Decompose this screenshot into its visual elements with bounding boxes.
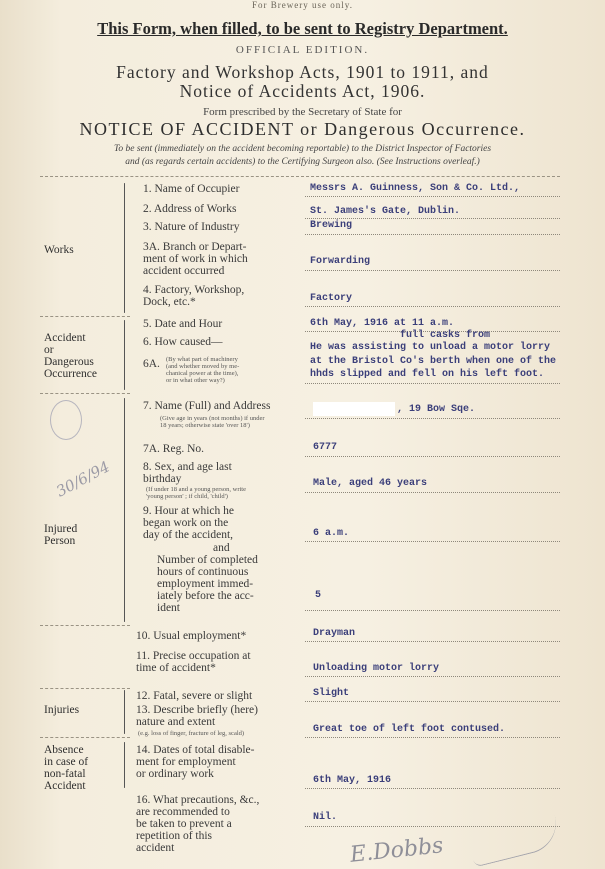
field-6-label: 6. How caused— bbox=[143, 336, 223, 348]
field-8-label: 8. Sex, and age last birthday bbox=[143, 461, 232, 485]
redacted-name bbox=[313, 402, 395, 416]
divider-injuries bbox=[40, 737, 130, 738]
field-6-value-line2: He was assisting to unload a motor lorry bbox=[310, 342, 551, 353]
field-10-line bbox=[305, 641, 560, 642]
field-14-line bbox=[305, 788, 560, 789]
section-injuries: Injuries bbox=[44, 704, 80, 716]
divider-injured bbox=[40, 625, 130, 626]
pencil-date: 30/6/94 bbox=[53, 457, 113, 501]
field-7a-value: 6777 bbox=[313, 442, 338, 453]
field-6-line bbox=[305, 383, 560, 384]
field-2-label: 2. Address of Works bbox=[143, 203, 237, 215]
field-9-and: and bbox=[213, 542, 230, 554]
field-3-line bbox=[305, 234, 560, 235]
field-16-value: Nil. bbox=[313, 812, 338, 823]
field-7a-line bbox=[305, 456, 560, 457]
field-6-value-line1: full casks from bbox=[400, 330, 491, 341]
field-10-label: 10. Usual employment* bbox=[136, 630, 247, 642]
send-instruction-line1: To be sent (immediately on the accident becoming reportable) to the District Inspector of Factories bbox=[113, 144, 492, 154]
notice-title: NOTICE OF ACCIDENT or Dangerous Occurrence. bbox=[79, 119, 526, 139]
field-1-value: Messrs A. Guinness, Son & Co. Ltd., bbox=[310, 183, 521, 194]
field-12-value: Slight bbox=[313, 688, 350, 699]
field-6a-label: 6A. bbox=[143, 358, 160, 370]
field-13-sublabel: (e.g. loss of finger, fracture of leg, scald) bbox=[138, 730, 245, 737]
ink-stamp bbox=[50, 400, 82, 440]
field-9-hours-line bbox=[305, 610, 560, 611]
field-7-line bbox=[305, 418, 560, 419]
brace-injured bbox=[124, 398, 125, 622]
field-11-label: 11. Precise occupation at time of accident* bbox=[136, 650, 251, 674]
field-10-value: Drayman bbox=[313, 628, 356, 639]
signature-flourish bbox=[468, 816, 563, 868]
field-7-label: 7. Name (Full) and Address bbox=[143, 400, 271, 412]
acts-title-line1: Factory and Workshop Acts, 1901 to 1911, and bbox=[116, 62, 489, 82]
field-3-label: 3. Nature of Industry bbox=[143, 221, 240, 233]
field-3a-label: 3A. Branch or Depart- ment of work in which accident occurred bbox=[143, 241, 248, 277]
field-11-line bbox=[305, 676, 560, 677]
field-8-sublabel: (If under 18 and a young person, write 'young person' ; if child, 'child') bbox=[146, 486, 246, 500]
field-2-value: St. James's Gate, Dublin. bbox=[310, 206, 461, 217]
field-9-hour-value: 6 a.m. bbox=[313, 528, 350, 539]
field-4-label: 4. Factory, Workshop, Dock, etc.* bbox=[143, 284, 245, 308]
brace-works bbox=[124, 183, 125, 313]
brace-absence bbox=[124, 742, 125, 788]
field-13-label: 13. Describe briefly (here) nature and extent bbox=[136, 704, 258, 728]
field-8-line bbox=[305, 492, 560, 493]
field-13-line bbox=[305, 737, 560, 738]
field-3a-value: Forwarding bbox=[310, 256, 371, 267]
field-9-hours-value: 5 bbox=[315, 590, 322, 601]
divider-works bbox=[40, 316, 130, 317]
field-14-label: 14. Dates of total disable- ment for employment or ordinary work bbox=[136, 744, 255, 780]
field-6-value-line3: at the Bristol Co's berth when one of the bbox=[310, 356, 557, 367]
registry-instruction: This Form, when filled, to be sent to Registry Department. bbox=[97, 19, 508, 38]
divider-accident bbox=[40, 393, 130, 394]
field-1-line bbox=[305, 196, 560, 197]
divider-pre-injuries bbox=[40, 688, 130, 689]
field-9-cont-label: Number of completed hours of continuous employment immed- iately before the acc- ident bbox=[157, 554, 258, 614]
field-7-sublabel: (Give age in years (not months) if under 18 years; otherwise state 'over 18') bbox=[160, 415, 265, 429]
brace-accident bbox=[124, 320, 125, 390]
field-2-line bbox=[305, 218, 560, 219]
field-4-line bbox=[305, 306, 560, 307]
brace-injuries bbox=[124, 690, 125, 734]
acts-title-line2: Notice of Accidents Act, 1906. bbox=[179, 81, 426, 101]
section-injured-person: Injured Person bbox=[44, 523, 78, 547]
field-12-line bbox=[305, 701, 560, 702]
field-6-value-line4: hhds slipped and fell on his left foot. bbox=[310, 369, 545, 380]
field-12-label: 12. Fatal, severe or slight bbox=[136, 690, 253, 702]
signature: E.Dobbs bbox=[348, 833, 445, 868]
header-divider bbox=[40, 176, 560, 177]
field-8-value: Male, aged 46 years bbox=[313, 478, 428, 489]
field-1-label: 1. Name of Occupier bbox=[143, 183, 240, 195]
field-3-value: Brewing bbox=[310, 220, 353, 231]
field-13-value: Great toe of left foot contused. bbox=[313, 724, 506, 735]
field-5-label: 5. Date and Hour bbox=[143, 318, 223, 330]
field-3a-line bbox=[305, 270, 560, 271]
top-note: For Brewery use only. bbox=[252, 0, 353, 10]
field-16-label: 16. What precautions, &c., are recommended to be taken to prevent a repetition of this accident bbox=[136, 794, 260, 854]
field-11-value: Unloading motor lorry bbox=[313, 663, 440, 674]
prescribed-line: Form prescribed by the Secretary of State for bbox=[203, 106, 402, 118]
send-instruction-line2: and (as regards certain accidents) to the Certifying Surgeon also. (See Instructions overleaf.) bbox=[125, 157, 480, 167]
field-7a-label: 7A. Reg. No. bbox=[143, 443, 205, 455]
official-edition: OFFICIAL EDITION. bbox=[235, 44, 370, 56]
field-9-hour-line bbox=[305, 541, 560, 542]
field-9-label: 9. Hour at which he began work on the day of the accident, bbox=[143, 505, 235, 541]
field-14-value: 6th May, 1916 bbox=[313, 775, 392, 786]
field-7-value: , 19 Bow Sqe. bbox=[397, 404, 476, 415]
field-6a-note: (By what part of machinery (and whether moved by me- chanical power at the time), or in what other way?) bbox=[166, 356, 240, 384]
section-accident: Accident or Dangerous Occurrence bbox=[44, 332, 97, 380]
section-works: Works bbox=[44, 244, 74, 256]
field-4-value: Factory bbox=[310, 293, 353, 304]
section-absence: Absence in case of non-fatal Accident bbox=[44, 744, 89, 792]
field-5-value: 6th May, 1916 at 11 a.m. bbox=[310, 318, 455, 329]
